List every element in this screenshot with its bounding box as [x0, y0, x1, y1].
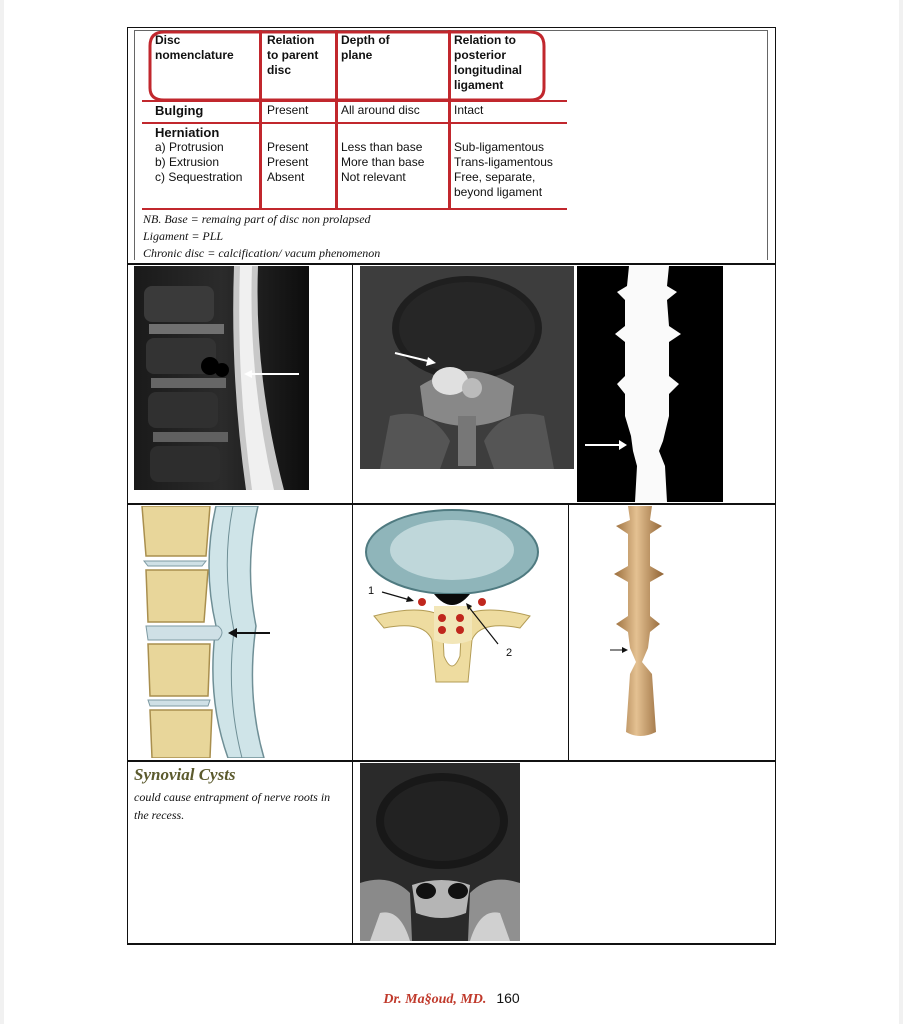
grid-line: [127, 263, 776, 265]
page-number: 160: [496, 990, 520, 1006]
row-sequestration-depth: Not relevant: [341, 170, 406, 184]
grid-line: [568, 504, 569, 761]
row-sequestration-relation: Absent: [267, 170, 305, 184]
row-bulging-pll: Intact: [454, 103, 484, 117]
header-relation-pll: Relation to posterior longitudinal ligament: [454, 33, 522, 92]
table-rule: [142, 100, 567, 102]
grid-line: [767, 30, 768, 260]
synovial-cysts-title: Synovial Cysts: [134, 765, 236, 784]
page-footer: [0, 990, 903, 1008]
synovial-cysts-description: could cause entrapment of nerve roots in the recess.: [134, 790, 331, 822]
row-herniation-label: Herniation: [155, 125, 220, 140]
row-bulging-label: Bulging: [155, 103, 204, 118]
mri-axial-image: [360, 266, 574, 469]
row-protrusion-label: a) Protrusion: [155, 140, 224, 154]
myelogram-illustration: [608, 506, 672, 740]
axial-disc-illustration: [360, 506, 548, 688]
grid-line: [127, 760, 776, 762]
disc-nomenclature-table: [142, 30, 567, 210]
header-depth-plane: Depth of plane: [341, 33, 390, 62]
row-extrusion-pll: Trans-ligamentous: [454, 155, 553, 169]
table-divider: [335, 30, 338, 210]
row-extrusion-relation: Present: [267, 155, 309, 169]
header-nomenclature: Disc nomenclature: [155, 33, 234, 62]
mri-sagittal-image: [134, 266, 309, 490]
grid-line: [127, 27, 128, 944]
row-bulging-relation: Present: [267, 103, 309, 117]
note-line: NB. Base = remaing part of disc non prolapsed: [143, 212, 371, 226]
note-line: Chronic disc = calcification/ vacum phenomenon: [143, 246, 381, 260]
grid-line: [775, 27, 776, 944]
grid-line: [127, 943, 776, 945]
row-protrusion-relation: Present: [267, 140, 309, 154]
row-sequestration-pll: Free, separate,: [454, 170, 536, 184]
table-notes: [143, 211, 380, 262]
row-extrusion-depth: More than base: [341, 155, 425, 169]
myelogram-image: [577, 266, 723, 502]
row-protrusion-depth: Less than base: [341, 140, 423, 154]
note-line: Ligament = PLL: [143, 229, 224, 243]
diagram-label-1: 1: [368, 585, 375, 597]
table-divider: [259, 30, 262, 210]
header-relation-parent: Relation to parent disc: [267, 33, 319, 77]
grid-line: [127, 503, 776, 505]
synovial-cyst-mri-image: [360, 763, 520, 941]
row-extrusion-label: b) Extrusion: [155, 155, 220, 169]
spine-sagittal-illustration: [136, 506, 281, 758]
table-divider: [448, 30, 451, 210]
row-protrusion-pll: Sub-ligamentous: [454, 140, 545, 154]
diagram-label-2: 2: [506, 647, 513, 659]
row-sequestration-label: c) Sequestration: [155, 170, 243, 184]
row-sequestration-pll-extra: beyond ligament: [454, 185, 543, 199]
row-bulging-depth: All around disc: [341, 103, 420, 117]
table-rule: [142, 122, 567, 124]
table-rule: [142, 208, 567, 210]
grid-line: [134, 30, 135, 260]
grid-line: [127, 27, 776, 28]
grid-line: [352, 264, 353, 944]
footer-author: Dr. Ma§oud, MD.: [383, 992, 487, 1007]
